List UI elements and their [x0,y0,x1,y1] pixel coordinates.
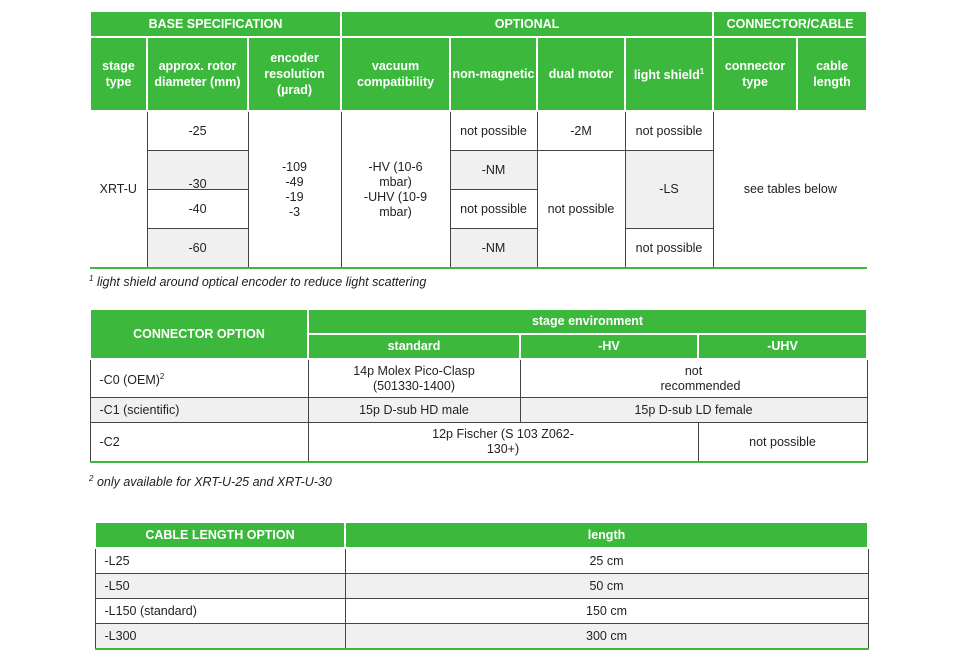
light-shield-cell: -LS [625,151,713,229]
light-shield-cell: not possible [625,111,713,151]
footnote-2 [89,474,332,489]
col-encoder-resolution: encoder resolution (µrad) [248,37,341,111]
vacuum-env-cell: 15p D-sub LD female [520,398,867,423]
group-connector-cable: CONNECTOR/CABLE [713,11,867,37]
col-vacuum: vacuum compatibility [341,37,450,111]
connector-option-label: -C0 (OEM) [99,373,160,388]
standard-hv-cell: 12p Fischer (S 103 Z062-130+) [308,423,698,463]
cable-length-cell: 150 cm [345,599,868,624]
diameter-cell: -40 [147,190,248,229]
resolution-value: -3 [288,204,301,219]
footnote-1-text: light shield around optical encoder to reduce light scattering [96,275,427,290]
resolution-value: -109 [281,159,308,174]
env-col-standard: standard [308,334,520,359]
cable-option-cell: -L150 (standard) [95,599,345,624]
cable-length-cell: 25 cm [345,548,868,574]
connector-option-header: CONNECTOR OPTION [90,309,308,359]
cable-option-cell: -L300 [95,624,345,650]
non-magnetic-cell: -NM [450,151,537,190]
uhv-cell: not possible [698,423,867,463]
group-base-spec: BASE SPECIFICATION [90,11,341,37]
cable-length-option-header: CABLE LENGTH OPTION [95,522,345,548]
cable-length-cell: 300 cm [345,624,868,650]
footnote-ref-1: 1 [699,67,705,77]
footnote-1 [89,274,426,289]
diameter-cell: -25 [147,111,248,151]
footnote-2-text: only available for XRT-U-25 and XRT-U-30 [96,475,332,490]
env-col-uhv: -UHV [698,334,867,359]
env-col-hv: -HV [520,334,698,359]
connector-option-cell [90,359,308,398]
col-rotor-diameter: approx. rotor diameter (mm) [147,37,248,111]
col-connector-type: connector type [713,37,797,111]
diameter-cell: -60 [147,229,248,269]
resolution-cell [248,111,341,268]
light-shield-cell: not possible [625,229,713,269]
col-stage-type: stage type [90,37,147,111]
connector-note-cell: see tables below [713,111,867,268]
non-magnetic-cell: not possible [450,111,537,151]
non-magnetic-cell: not possible [450,190,537,229]
non-magnetic-cell: -NM [450,229,537,269]
vacuum-env-cell: not recommended [520,359,867,398]
vacuum-line: mbar) [379,204,412,219]
diameter-value: -30 [188,176,207,191]
diameter-cell [147,151,248,190]
length-header: length [345,522,868,548]
stage-environment-header: stage environment [308,309,867,334]
group-optional: OPTIONAL [341,11,713,37]
connector-option-table [89,308,868,463]
footnote-1-marker: 1 [89,274,94,283]
cable-option-cell: -L25 [95,548,345,574]
connector-option-cell: -C1 (scientific) [90,398,308,423]
col-cable-length: cable length [797,37,867,111]
cable-length-table [94,521,869,650]
resolution-value: -49 [285,174,304,189]
resolution-value: -19 [285,189,304,204]
footnote-ref-2: 2 [159,371,165,381]
specification-table [89,10,868,269]
dual-motor-cell: not possible [537,151,625,269]
vacuum-line: -UHV (10-9 [363,189,428,204]
vacuum-line: -HV (10-6 [368,159,423,174]
vacuum-cell [341,111,450,268]
col-light-shield-label: light shield [633,68,700,83]
cable-length-cell: 50 cm [345,574,868,599]
standard-cell: 15p D-sub HD male [308,398,520,423]
dual-motor-cell: -2M [537,111,625,151]
connector-option-cell: -C2 [90,423,308,463]
standard-cell: 14p Molex Pico-Clasp (501330-1400) [308,359,520,398]
footnote-2-marker: 2 [89,474,94,483]
stage-type-cell: XRT-U [90,111,147,268]
col-non-magnetic: non-magnetic [450,37,537,111]
vacuum-line: mbar) [379,174,412,189]
cable-option-cell: -L50 [95,574,345,599]
col-light-shield [625,37,713,111]
col-dual-motor: dual motor [537,37,625,111]
